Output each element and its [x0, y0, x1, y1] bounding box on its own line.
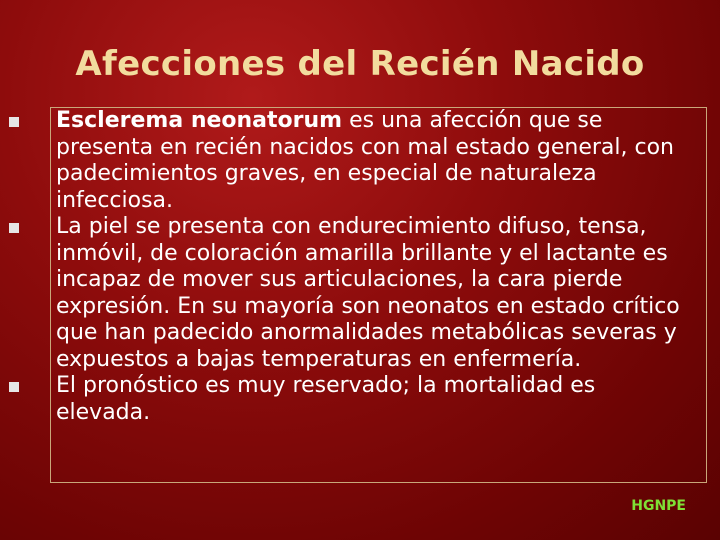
square-bullet-icon: [9, 117, 19, 127]
bullet-text: El pronóstico es muy reservado; la mortalidad es elevada.: [56, 373, 596, 425]
square-bullet-icon: [9, 382, 19, 392]
footer-badge: HGNPE: [631, 498, 686, 514]
bullet-term: Esclerema neonatorum: [56, 108, 343, 133]
bullet-text: [56, 108, 696, 214]
list-item: [56, 214, 696, 373]
square-bullet-icon: [9, 223, 19, 233]
bullet-list: [56, 108, 696, 426]
slide-title: Afecciones del Recién Nacido: [75, 44, 645, 84]
list-item: [56, 108, 696, 214]
bullet-text: La piel se presenta con endurecimiento difuso, tensa, inmóvil, de coloración amarilla brillante y el lactante es incapaz de mover sus articulaciones, la cara pierde expresión. En su mayoría son neonatos en estado crítico que han padecido anormalidades metabólicas severas y expuestos a bajas temperaturas en enfermería.: [56, 214, 680, 372]
list-item: [56, 373, 696, 426]
bullet-body: es una afección que se presenta en recién nacidos con mal estado general, con padecimientos graves, en especial de naturaleza infecciosa.: [56, 108, 674, 213]
